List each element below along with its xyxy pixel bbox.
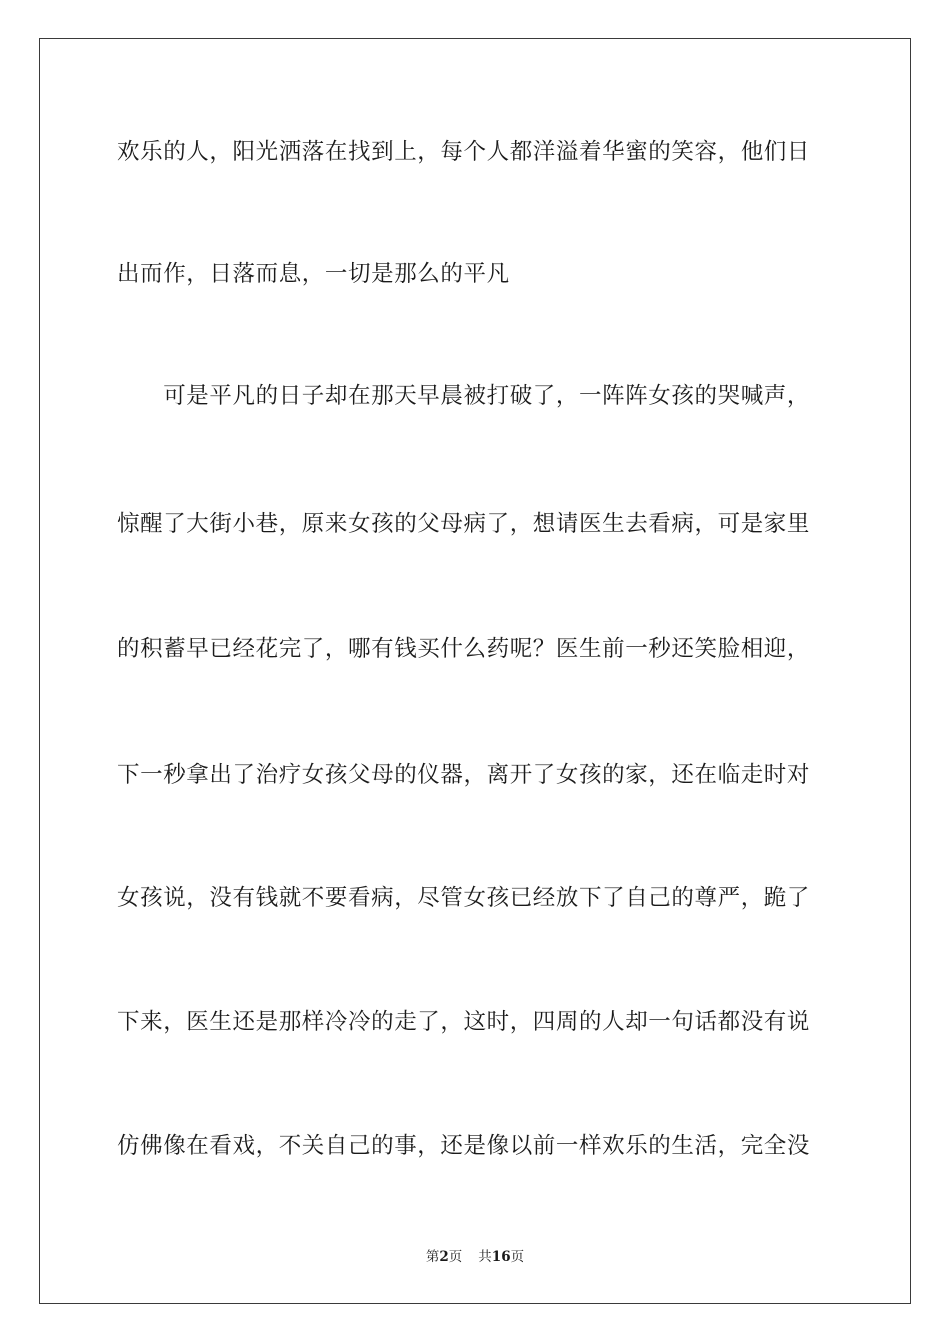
- page-number-label: 第2页: [425, 1249, 463, 1265]
- body-text-line-7: 女孩说，没有钱就不要看病，尽管女孩已经放下了自己的尊严，跪了: [117, 885, 811, 911]
- body-text-line-9: 仿佛像在看戏，不关自己的事，还是像以前一样欢乐的生活，完全没: [117, 1133, 811, 1159]
- body-text-line-3: 可是平凡的日子却在那天早晨被打破了，一阵阵女孩的哭喊声，: [117, 383, 811, 409]
- body-text-line-4: 惊醒了大街小巷，原来女孩的父母病了，想请医生去看病，可是家里: [117, 511, 811, 537]
- page-footer: [0, 1248, 950, 1266]
- body-text-line-2: 出而作，日落而息，一切是那么的平凡: [117, 261, 510, 287]
- body-text-line-1: 欢乐的人，阳光洒落在找到上，每个人都洋溢着华蜜的笑容，他们日: [117, 139, 811, 165]
- page-border: [39, 38, 911, 1304]
- body-text-line-5: 的积蓄早已经花完了，哪有钱买什么药呢？医生前一秒还笑脸相迎，: [117, 636, 811, 662]
- body-text-line-8: 下来，医生还是那样冷冷的走了，这时，四周的人却一句话都没有说: [117, 1009, 811, 1035]
- total-pages-label: 共16页: [478, 1249, 525, 1265]
- body-text-line-6: 下一秒拿出了治疗女孩父母的仪器，离开了女孩的家，还在临走时对: [117, 762, 811, 788]
